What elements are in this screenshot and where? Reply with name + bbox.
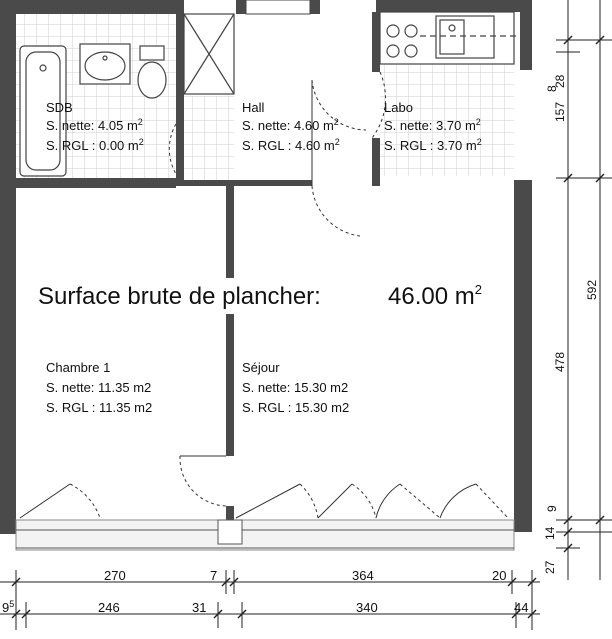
dim-label: 270 bbox=[104, 568, 126, 583]
dims-bottom-row1 bbox=[104, 568, 506, 583]
shower bbox=[184, 14, 234, 94]
dim-label: 364 bbox=[352, 568, 374, 583]
dim-label: 44 bbox=[514, 600, 529, 615]
dim-label: 340 bbox=[356, 600, 378, 615]
total-area bbox=[34, 278, 504, 314]
room-hall bbox=[242, 100, 340, 153]
dims-bottom-row2 bbox=[2, 599, 528, 615]
room-nette: S. nette: 4.05 $m^2$ bbox=[46, 117, 143, 133]
dim-label: 8 bbox=[545, 85, 559, 92]
room-nette: S. nette: 15.30 m2 bbox=[242, 380, 349, 395]
room-rgl: S. RGL : 4.60 $m^2$ bbox=[242, 137, 340, 153]
hall-tiles bbox=[184, 96, 234, 180]
room-rgl: S. RGL : 3.70 $m^2$ bbox=[384, 137, 482, 153]
dim-label: 14 bbox=[543, 526, 557, 540]
slab bbox=[16, 520, 514, 550]
toilet bbox=[138, 46, 166, 98]
room-nette: S. nette: 3.70 $m^2$ bbox=[384, 117, 481, 133]
dim-label: 20 bbox=[492, 568, 507, 583]
dim-label: 28 bbox=[553, 74, 567, 88]
room-chambre bbox=[46, 360, 152, 415]
room-name: Chambre 1 bbox=[46, 360, 111, 375]
room-name: Séjour bbox=[242, 360, 280, 375]
dim-label: 592 bbox=[585, 279, 599, 300]
dim-label: 478 bbox=[553, 351, 567, 372]
dim-label: 157 bbox=[553, 101, 567, 122]
dim-label: 246 bbox=[98, 600, 120, 615]
room-nette: S. nette: 11.35 m2 bbox=[46, 380, 152, 395]
dims-right-col1 bbox=[543, 74, 567, 574]
room-rgl: S. RGL : 15.30 m2 bbox=[242, 400, 350, 415]
dim-label: 31 bbox=[192, 600, 207, 615]
room-rgl: S. RGL : 11.35 m2 bbox=[46, 400, 153, 415]
dim-label: 9 bbox=[545, 505, 559, 512]
total-area-label: Surface brute de plancher: bbox=[38, 283, 321, 310]
room-rgl: S. RGL : 0.00 $m^2$ bbox=[46, 137, 144, 153]
dim-label: 7 bbox=[210, 568, 218, 583]
dims-right-col2 bbox=[545, 85, 599, 512]
room-name: SDB bbox=[46, 100, 73, 115]
kitchen-counter bbox=[380, 12, 516, 64]
dim-label: $9^5$ bbox=[2, 599, 15, 615]
room-sejour bbox=[242, 360, 349, 415]
dim-label: 27 bbox=[543, 560, 557, 574]
room-nette: S. nette: 4.60 $m^2$ bbox=[242, 117, 339, 133]
total-area-value: 46.00 $m^2$ bbox=[388, 282, 482, 310]
washbasin bbox=[80, 44, 130, 84]
room-name: Labo bbox=[384, 100, 413, 115]
room-name: Hall bbox=[242, 100, 265, 115]
